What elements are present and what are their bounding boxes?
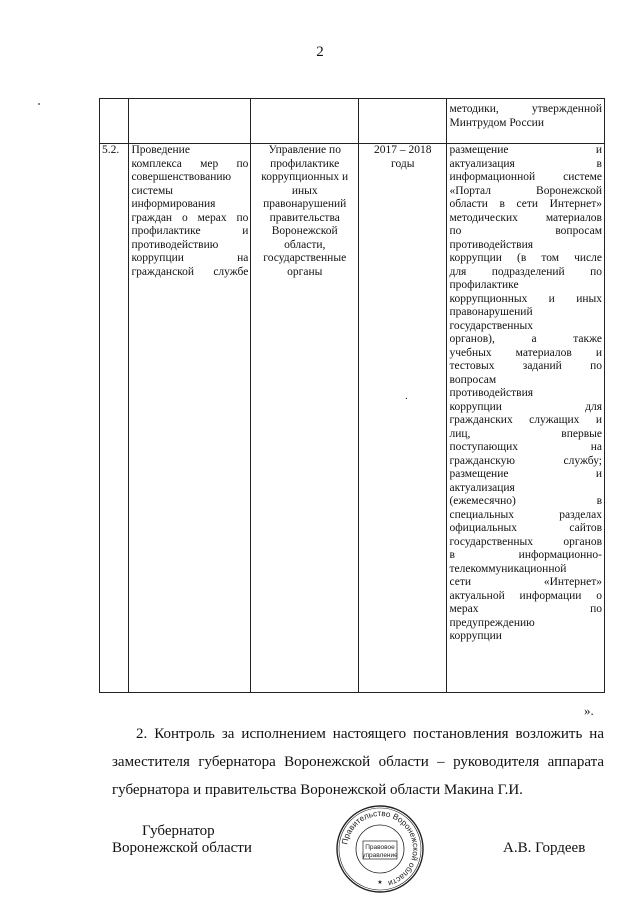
text-line: специальных разделах [449, 508, 602, 521]
cell-result [447, 99, 605, 144]
text-line: актуальной информации о [449, 589, 602, 602]
cell-measure [129, 144, 251, 693]
measures-table [99, 98, 605, 693]
text-line: размещение и [449, 468, 602, 480]
seal-center-line: Правовое [365, 844, 395, 851]
text-line: гражданской службе [131, 265, 249, 278]
text-line: государственных органов [449, 535, 602, 548]
text-line: 2017 – 2018 [374, 144, 432, 156]
closing-quote: ». [584, 703, 594, 718]
seal-star-icon: ★ [377, 880, 383, 886]
text-line: предупреждению [449, 616, 535, 629]
text-line: информирования [131, 198, 216, 210]
text-line: системы [131, 184, 173, 197]
text-line: для подразделений по [449, 265, 602, 278]
text-line: Проведение [131, 144, 190, 156]
text-line: методики, утвержденной [449, 103, 602, 115]
cell-measure [129, 99, 251, 144]
signatory-title [112, 823, 252, 857]
text-line: профилактике и [131, 225, 249, 237]
table-row [100, 144, 605, 693]
text-line: поступающих на [449, 441, 602, 453]
control-paragraph [112, 720, 604, 804]
signatory-title-line: Воронежской области [112, 840, 252, 856]
text-line: по вопросам [449, 225, 602, 237]
text-line: методических материалов [449, 211, 602, 224]
text-line: профилактике [449, 279, 519, 291]
text-line: Управление по [268, 144, 341, 156]
text-line: правонарушений [263, 198, 347, 210]
text-line: информационной системе [449, 171, 602, 183]
text-line: (ежемесячно) в [449, 495, 602, 507]
text-line: вопросам [449, 373, 497, 386]
cell-executor [251, 144, 359, 693]
cell-num: 5.2. [100, 144, 129, 693]
text-line: сети «Интернет» [449, 576, 602, 588]
text-line: лиц, впервые [449, 427, 602, 440]
text-line: правительства [269, 211, 340, 224]
cell-period [359, 99, 447, 144]
cell-result [447, 144, 605, 693]
text-line: тестовых заданий по [449, 360, 602, 372]
text-line: официальных сайтов [449, 522, 602, 534]
text-line: органов), а также [449, 333, 602, 345]
text-line: учебных материалов и [449, 346, 602, 359]
text-line: Минтрудом России [449, 116, 544, 129]
text-line: гражданскую службу; [449, 454, 602, 467]
text-line: коррупции [449, 630, 502, 642]
text-line: телекоммуникационной [449, 562, 567, 575]
text-line: актуализация [449, 481, 515, 494]
seal-center-line: управление [362, 852, 398, 859]
table-row [100, 99, 605, 144]
text-line: коррупционных и иных [449, 292, 602, 305]
paragraph-line: губернатора и правительства Воронежской области Макина Г.И. [112, 782, 523, 798]
cell-executor [251, 99, 359, 144]
signatory-title-line: Губернатор [142, 823, 215, 839]
text-line: Воронежской [271, 225, 338, 237]
text-line: комплекса мер по [131, 157, 249, 170]
seal-ring-text: Правительство Воронежской области [340, 808, 421, 888]
page-number: 2 [316, 44, 324, 60]
text-line: области в сети Интернет» [449, 198, 602, 210]
text-line: правонарушений [449, 306, 533, 318]
text-line: коррупции на [131, 252, 249, 264]
cell-num [100, 99, 129, 144]
margin-mark [38, 103, 40, 105]
text-line: гражданских служащих и [449, 414, 602, 426]
text-line: граждан о мерах по [131, 211, 249, 224]
text-line: противодействия [449, 387, 534, 399]
text-line: годы [391, 157, 415, 170]
text-line: «Портал Воронежской [449, 184, 602, 197]
text-line: актуализация в [449, 157, 602, 170]
text-line: мерах по [449, 603, 602, 615]
text-line: профилактике [270, 157, 340, 170]
text-line: размещение и [449, 144, 602, 156]
text-line: противодействию [131, 238, 219, 251]
text-line: области, [284, 238, 326, 251]
official-seal [335, 804, 425, 894]
text-line: государственные [263, 252, 347, 264]
text-line: коррупционных и [261, 171, 349, 183]
text-line: совершенствованию [131, 171, 232, 183]
text-line: государственных [449, 319, 534, 332]
stray-dot: . [405, 390, 408, 402]
signatory-name: А.В. Гордеев [503, 840, 586, 856]
paragraph-line: заместителя губернатора Воронежской области – руководителя аппарата [112, 754, 604, 770]
text-line: органы [287, 265, 323, 278]
text-line: в информационно- [449, 549, 602, 561]
cell-period [359, 144, 447, 693]
paragraph-line: 2. Контроль за исполнением настоящего постановления возложить на [136, 726, 604, 742]
text-line: противодействия [449, 238, 534, 251]
text-line: иных [291, 184, 318, 197]
text-line: коррупции (в том числе [449, 252, 602, 264]
text-line: коррупции для [449, 400, 602, 413]
